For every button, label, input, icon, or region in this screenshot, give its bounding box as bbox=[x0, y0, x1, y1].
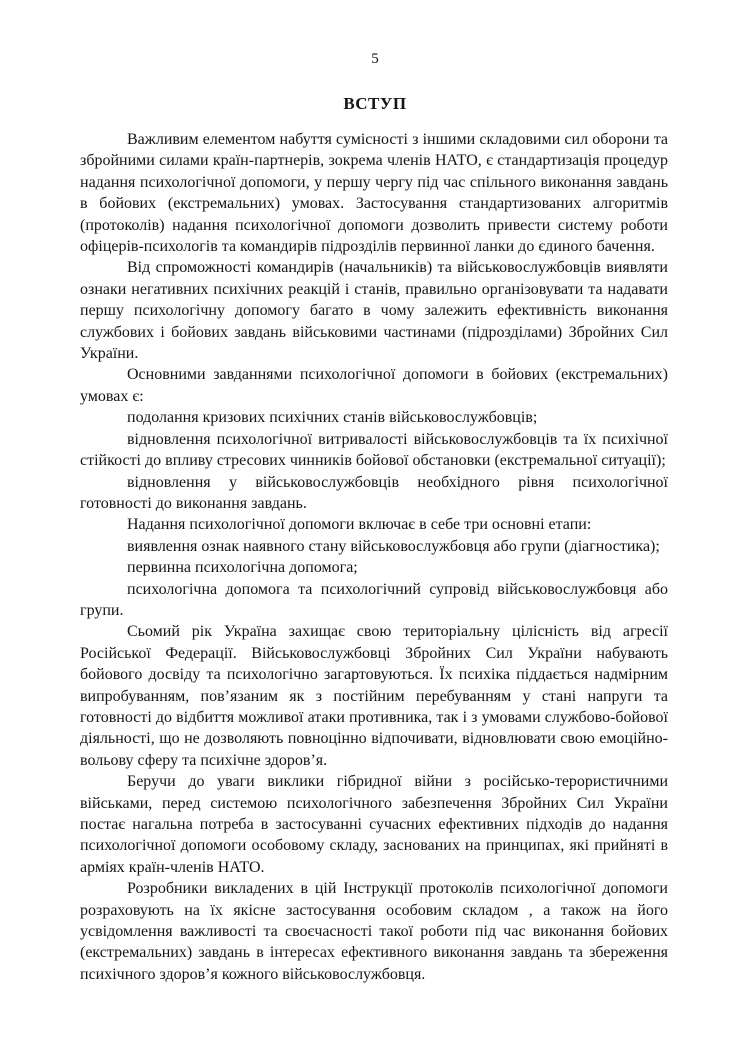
paragraph-hybrid-war: Беручи до уваги виклики гібридної війни з російсько-терористичними військами, перед системою психологічного забезпечення Збройних Сил України постає нагальна потреба в застосуванні сучасних ефективних підходів до надання психологічної допомоги особовому складу, заснованих на принципах, які прийняті в арміях країн-членів НАТО. bbox=[80, 773, 668, 876]
document-body bbox=[80, 129, 668, 985]
section-title: ВСТУП bbox=[343, 94, 407, 113]
paragraph-intro: Важливим елементом набуття сумісності з іншими складовими сил оборони та збройними силами країн-партнерів, зокрема членів НАТО, є стандартизація процедур надання психологічної допомоги, у першу чергу під час спільного виконання завдань в бойових (екстремальних) умовах. Застосування стандартизованих алгоритмів (протоколів) надання психологічної допомоги дозволить привести систему роботи офіцерів-психологів та командирів підрозділів первинної ланки до єдиного бачення. bbox=[80, 131, 668, 256]
paragraph-developers: Розробники викладених в цій Інструкції протоколів психологічної допомоги розраховують на їх якісне застосування особовим складом , а також на його усвідомлення важливості та своєчасності такої роботи під час виконання бойових (екстремальних) завдань в інтересах ефективного виконання завдань та збереження психічного здоров’я кожного військовослужбовця. bbox=[80, 880, 668, 983]
list-item-task-2: відновлення психологічної витривалості військовослужбовців та їх психічної стійкості до впливу стресових чинників бойової обстановки (екстремальної ситуації); bbox=[80, 430, 668, 470]
list-item-stage-2: первинна психологічна допомога; bbox=[127, 559, 358, 577]
paragraph-context: Сьомий рік Україна захищає свою територіальну цілісність від агресії Російської Федерації. Військовослужбовці Збройних Сил України набувають бойового досвіду та психологічно загартовуються. Їх психіка піддається надмірним випробуванням, пов’язаним як з постійним перебуванням у стані напруги та готовності до відбиття можливої атаки противника, так і з умовами службово-бойової діяльності, що не дозволяють повноцінно відпочивати, відновлювати свою емоційно-вольову сферу та психічне здоров’я. bbox=[80, 623, 668, 769]
paragraph-tasks-lead: Основними завданнями психологічної допомоги в бойових (екстремальних) умовах є: bbox=[80, 366, 668, 405]
paragraph-capability: Від спроможності командирів (начальників) та військовослужбовців виявляти ознаки негативних психічних реакцій і станів, правильно організовувати та надавати першу психологічну допомогу багато в чому залежить ефективність виконання службових і бойових завдань військовими частинами (підрозділами) Збройних Сил України. bbox=[80, 259, 668, 363]
list-item-task-1: подолання кризових психічних станів військовослужбовців; bbox=[127, 409, 538, 427]
list-item-stage-1: виявлення ознак наявного стану військовослужбовця або групи (діагностика); bbox=[127, 537, 660, 555]
page-number: 5 bbox=[371, 51, 379, 67]
list-item-task-3: відновлення у військовослужбовців необхідного рівня психологічної готовності до виконання завдань. bbox=[80, 473, 668, 512]
list-item-stage-3: психологічна допомога та психологічний супровід військовослужбовця або групи. bbox=[80, 580, 668, 619]
paragraph-stages-lead: Надання психологічної допомоги включає в себе три основні етапи: bbox=[127, 516, 592, 534]
